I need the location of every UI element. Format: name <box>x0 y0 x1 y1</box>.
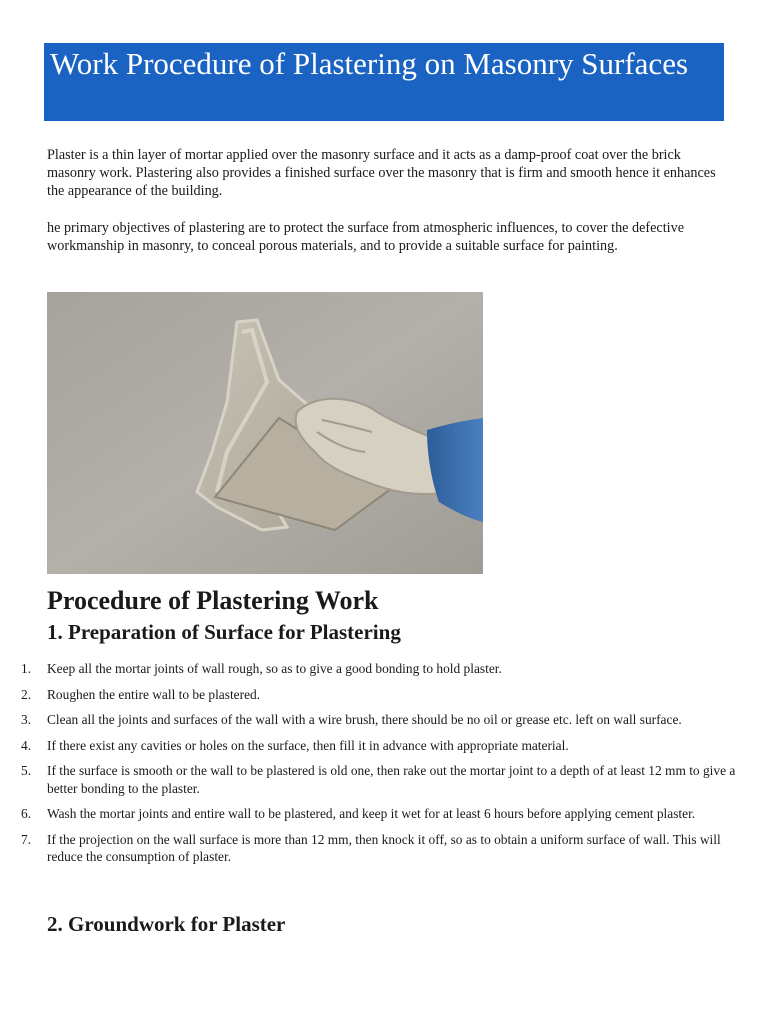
subsection-title-2: 2. Groundwork for Plaster <box>47 912 286 936</box>
list-item: 1. Keep all the mortar joints of wall rough, so as to give a good bonding to hold plaster. <box>21 661 502 676</box>
subsection-title-1: 1. Preparation of Surface for Plastering <box>47 620 401 644</box>
page-title: Work Procedure of Plastering on Masonry Surfaces <box>50 46 689 81</box>
intro-paragraph-2: he primary objectives of plastering are to protect the surface from atmospheric influences, to cover the defective workmanship in masonry, to conceal porous materials, and to provide a suitable surface for painting. <box>47 220 684 254</box>
preparation-steps-list <box>0 660 740 874</box>
plastering-photo <box>47 292 483 574</box>
list-item: 5. If the surface is smooth or the wall to be plastered is old one, then rake out the mortar joint to a depth of at least 12 mm to give a better bonding to the plaster. <box>21 763 736 796</box>
list-item: 6. Wash the mortar joints and entire wall to be plastered, and keep it wet for at least 6 hours before applying cement plaster. <box>21 806 696 821</box>
section-title: Procedure of Plastering Work <box>47 586 379 615</box>
title-banner <box>44 43 724 121</box>
plastering-trowel-photo <box>47 292 483 574</box>
list-item: 3. Clean all the joints and surfaces of the wall with a wire brush, there should be no oil or grease etc. left on wall surface. <box>21 712 682 727</box>
list-item: 4. If there exist any cavities or holes on the surface, then fill it in advance with appropriate material. <box>21 737 569 753</box>
intro-paragraph-1: Plaster is a thin layer of mortar applied over the masonry surface and it acts as a damp-proof coat over the brick masonry work. Plastering also provides a finished surface over the masonry that is firm and smooth hence it enhances the appearance of the building. <box>47 147 716 199</box>
list-item: 7. If the projection on the wall surface is more than 12 mm, then knock it off, so as to obtain a uniform surface of wall. This will reduce the consumption of plaster. <box>21 831 721 864</box>
list-item: 2. Roughen the entire wall to be plastered. <box>21 686 261 702</box>
